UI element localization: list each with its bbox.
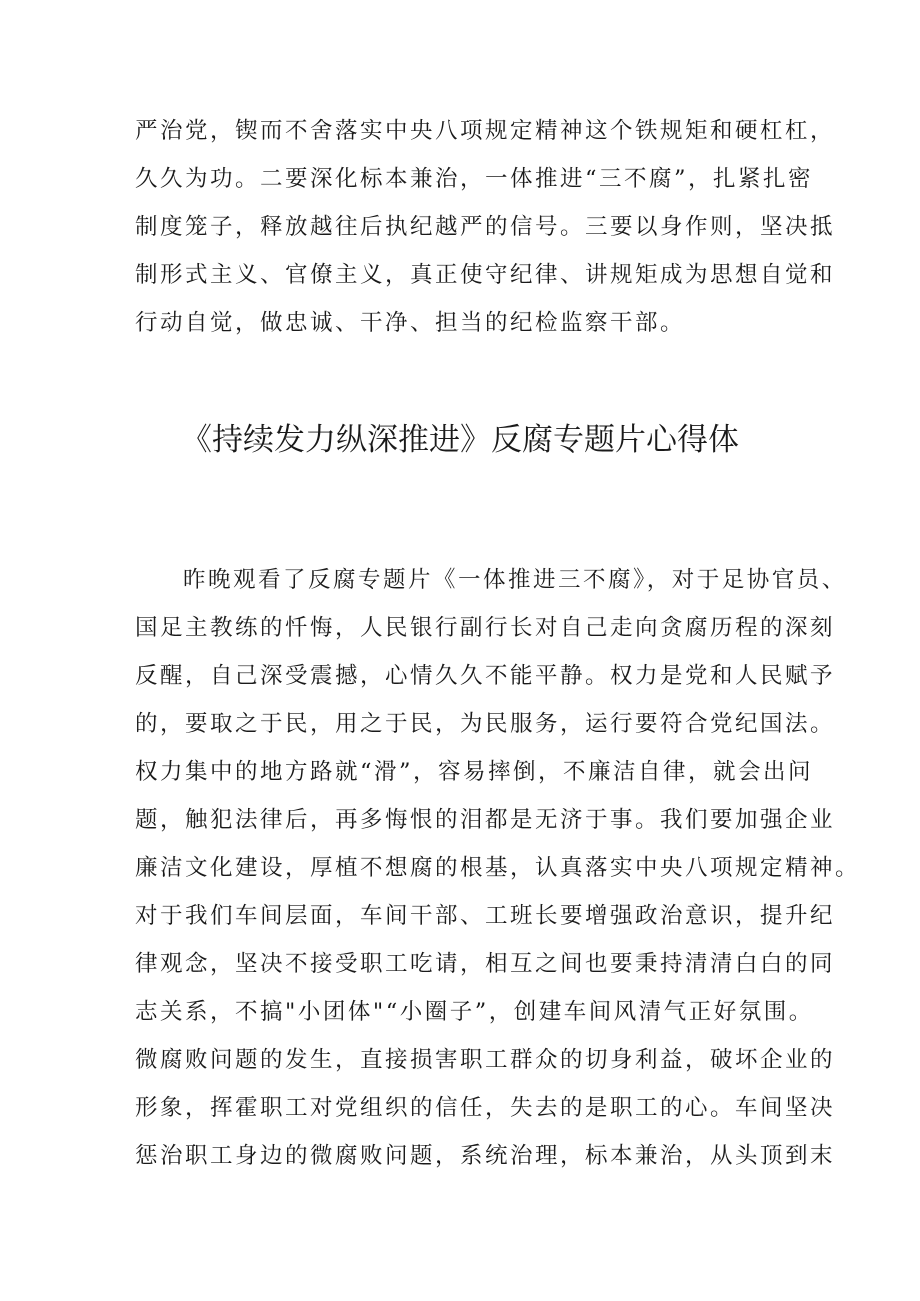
continuation-line: 制形式主义、官僚主义，真正使守纪律、讲规矩成为思想自觉和 (135, 262, 836, 288)
continuation-line: 制度笼子，释放越往后执纪越严的信号。三要以身作则，坚决抵 (135, 214, 836, 240)
paragraph-line: 微腐败问题的发生，直接损害职工群众的切身利益，破坏企业的 (135, 1047, 836, 1073)
paragraph-line: 国足主教练的忏悔，人民银行副行长对自己走向贪腐历程的深刻 (135, 615, 836, 641)
paragraph-line: 志关系，不搞"小团体"“小圈子”，创建车间风清气正好氛围。 (135, 999, 814, 1025)
continuation-line: 严治党，锲而不舍落实中央八项规定精神这个铁规矩和硬杠杠， (135, 118, 836, 144)
paragraph-line: 题，触犯法律后，再多悔恨的泪都是无济于事。我们要加强企业 (135, 807, 836, 833)
paragraph-line: 对于我们车间层面，车间干部、工班长要增强政治意识，提升纪 (135, 903, 836, 929)
continuation-line: 行动自觉，做忠诚、干净、担当的纪检监察干部。 (135, 310, 686, 336)
paragraph-line: 反醒，自己深受震撼，心情久久不能平静。权力是党和人民赋予 (135, 663, 836, 689)
paragraph-line: 惩治职工身边的微腐败问题，系统治理，标本兼治，从头顶到末 (135, 1143, 836, 1169)
paragraph-line: 权力集中的地方路就“滑”，容易摔倒，不廉洁自律，就会出问 (135, 759, 814, 785)
paragraph-line: 廉洁文化建设，厚植不想腐的根基，认真落实中央八项规定精神。 (135, 855, 861, 881)
continuation-line: 久久为功。二要深化标本兼治，一体推进“三不腐”，扎紧扎密 (135, 166, 814, 192)
paragraph-line: 的，要取之于民，用之于民，为民服务，运行要符合党纪国法。 (135, 711, 836, 737)
paragraph-line: 律观念，坚决不接受职工吃请，相互之间也要秉持清清白白的同 (135, 951, 836, 977)
paragraph-first-line: 昨晚观看了反腐专题片《一体推进三不腐》，对于足协官员、 (183, 567, 847, 593)
section-title: 《持续发力纵深推进》反腐专题片心得体 (181, 422, 739, 458)
paragraph-line: 形象，挥霍职工对党组织的信任，失去的是职工的心。车间坚决 (135, 1095, 836, 1121)
